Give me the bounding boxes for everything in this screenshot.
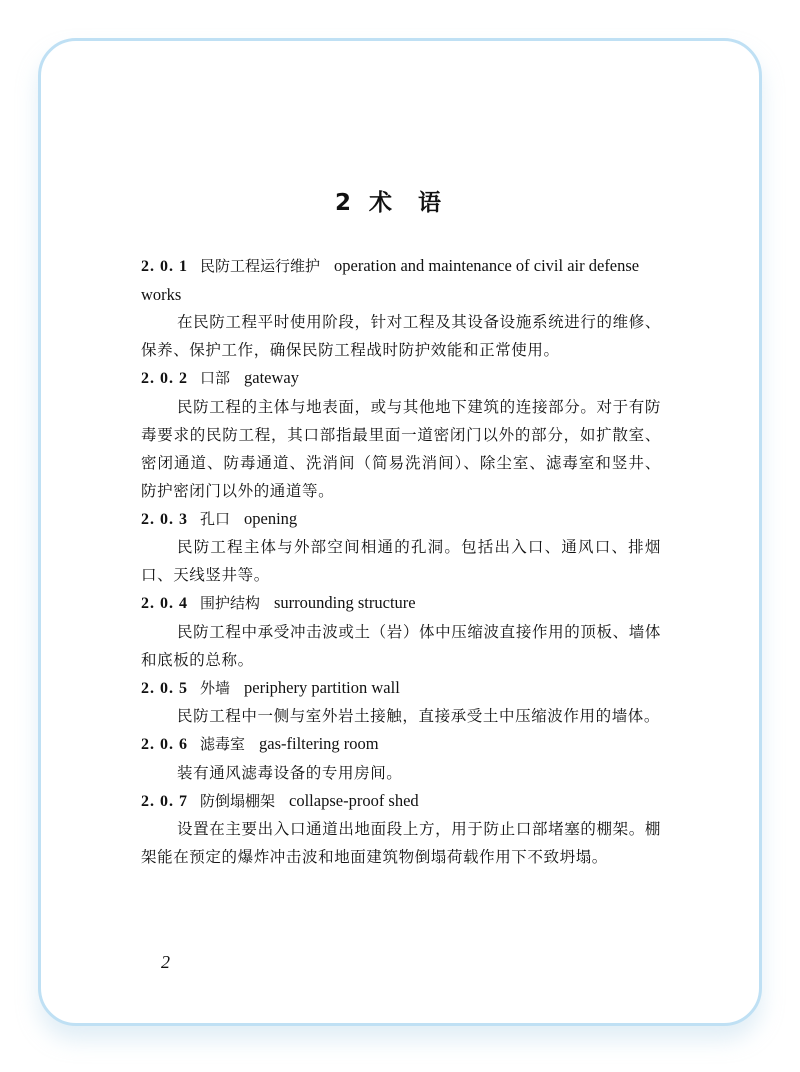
term-heading xyxy=(141,730,661,759)
term-english-name: collapse-proof shed xyxy=(289,790,419,810)
chapter-title-text: 术语 xyxy=(369,190,467,216)
term-chinese-name: 民防工程运行维护 xyxy=(200,257,321,275)
term-chinese-name: 滤毒室 xyxy=(200,735,246,753)
term-definition: 装有通风滤毒设备的专用房间。 xyxy=(177,763,403,782)
chapter-title xyxy=(141,184,661,217)
term-english-name: opening xyxy=(244,508,298,528)
term-code: 2. 0. 2 xyxy=(141,370,188,387)
term-definition: 在民防工程平时使用阶段，针对工程及其设备设施系统进行的维修、保养、保护工作，确保民防工程战时防护效能和正常使用。 xyxy=(141,313,661,359)
term-definition: 民防工程主体与外部空间相通的孔洞。包括出入口、通风口、排烟口、天线竖井等。 xyxy=(141,538,661,584)
term-list xyxy=(141,252,661,871)
term-definition: 设置在主要出入口通道出地面段上方，用于防止口部堵塞的棚架。棚架能在预定的爆炸冲击波和地面建筑物倒塌荷载作用下不致坍塌。 xyxy=(141,820,661,866)
term-heading xyxy=(141,787,661,816)
term-entry xyxy=(141,505,661,590)
term-heading xyxy=(141,589,661,618)
term-definition: 民防工程中一侧与室外岩土接触，直接承受土中压缩波作用的墙体。 xyxy=(177,707,661,725)
term-code: 2. 0. 3 xyxy=(141,510,188,528)
term-heading xyxy=(141,364,661,393)
term-english-name: operation and maintenance of civil air defense works xyxy=(141,256,640,304)
term-code: 2. 0. 5 xyxy=(141,679,188,697)
term-code: 2. 0. 6 xyxy=(141,736,188,753)
term-heading xyxy=(141,674,661,703)
term-chinese-name: 外墙 xyxy=(200,678,231,697)
term-heading xyxy=(141,505,661,534)
term-entry xyxy=(141,364,661,505)
term-code: 2. 0. 1 xyxy=(141,258,188,275)
chapter-number: 2 xyxy=(334,190,353,216)
term-entry xyxy=(141,787,661,872)
term-chinese-name: 防倒塌棚架 xyxy=(200,791,276,810)
term-english-name: gateway xyxy=(244,368,299,387)
page-number: 2 xyxy=(161,952,170,972)
term-english-name: gas-filtering room xyxy=(259,734,379,753)
term-chinese-name: 口部 xyxy=(200,369,231,387)
term-definition: 民防工程的主体与地表面，或与其他地下建筑的连接部分。对于有防毒要求的民防工程，其口部指最里面一道密闭门以外的部分，如扩散室、密闭通道、防毒通道、洗消间（简易洗消间）、除尘室、滤毒室和竖井、防护密闭门以外的通道等。 xyxy=(141,397,661,500)
term-entry xyxy=(141,674,661,731)
term-definition: 民防工程中承受冲击波或土（岩）体中压缩波直接作用的顶板、墙体和底板的总称。 xyxy=(141,622,661,669)
term-chinese-name: 孔口 xyxy=(200,509,231,528)
term-entry xyxy=(141,589,661,674)
term-code: 2. 0. 4 xyxy=(141,595,188,612)
term-english-name: periphery partition wall xyxy=(244,677,400,697)
term-entry xyxy=(141,730,661,787)
term-code: 2. 0. 7 xyxy=(141,792,188,810)
term-english-name: surrounding structure xyxy=(274,593,416,612)
term-entry xyxy=(141,252,661,364)
term-chinese-name: 围护结构 xyxy=(200,594,261,612)
term-heading xyxy=(141,252,661,308)
